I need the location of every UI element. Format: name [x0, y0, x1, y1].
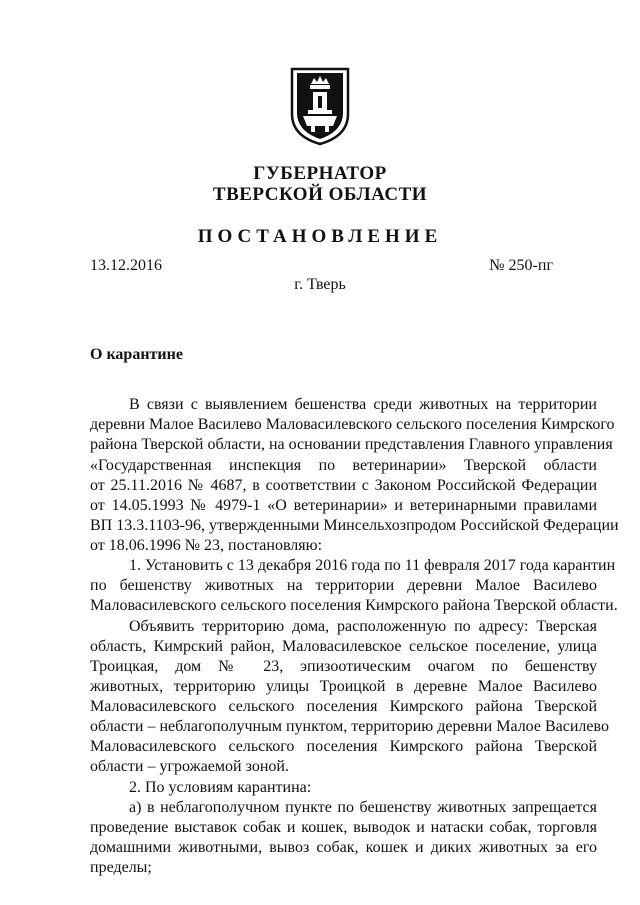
- body-line: 1. Установить с 13 декабря 2016 года по 11 февраля 2017 года карантин: [129, 557, 616, 574]
- body-line: а) в неблагополучном пункте по бешенству животных запрещается: [129, 799, 597, 816]
- body-line: 2. По условиям карантина:: [129, 779, 312, 796]
- body-line: «Государственная инспекция по ветеринарии» Тверской области: [90, 457, 597, 474]
- body-line: от 18.06.1996 № 23, постановляю:: [90, 537, 323, 554]
- body-line: деревни Малое Василево Маловасилевского сельского поселения Кимрского: [90, 416, 615, 433]
- body-line: ВП 13.3.1103-96, утвержденными Минсельхозпродом Российской Федерации: [90, 517, 619, 534]
- body-line: района Тверской области, на основании представления Главного управления: [90, 436, 613, 453]
- body-line: от 25.11.2016 № 4687, в соответствии с Законом Российской Федерации: [90, 477, 597, 494]
- document-date: 13.12.2016: [90, 257, 162, 274]
- coat-of-arms-icon: [289, 66, 351, 146]
- body-line: область, Кимрский район, Маловасилевское сельское поселение, улица: [90, 638, 597, 655]
- body-line: В связи с выявлением бешенства среди животных на территории: [129, 396, 597, 413]
- document-number: № 250-пг: [489, 257, 553, 274]
- body-line: области – неблагополучным пунктом, территорию деревни Малое Василево: [90, 718, 609, 735]
- body-line: по бешенству животных на территории деревни Малое Василево: [90, 577, 597, 594]
- body-line: Объявить территорию дома, расположенную по адресу: Тверская: [129, 618, 597, 635]
- document-type-title: ПОСТАНОВЛЕНИЕ: [197, 226, 443, 247]
- body-line: области – угрожаемой зоной.: [90, 758, 289, 775]
- issuer-title-line1: ГУБЕРНАТОР: [253, 163, 387, 184]
- body-line: домашними животными, вывоз собак, кошек и диких животных за его: [90, 839, 597, 856]
- body-line: Маловасилевского сельского поселения Кимрского района Тверской области.: [90, 597, 618, 614]
- document-city: г. Тверь: [294, 276, 346, 293]
- body-line: проведение выставок собак и кошек, выводок и натаски собак, торговля: [90, 819, 597, 836]
- body-line: Троицкая, дом № 23, эпизоотическим очагом по бешенству: [90, 658, 597, 675]
- issuer-title-line2: ТВЕРСКОЙ ОБЛАСТИ: [212, 184, 428, 205]
- body-line: пределы;: [90, 859, 152, 876]
- body-line: Маловасилевского сельского поселения Кимрского района Тверской: [90, 698, 597, 715]
- document-subject: О карантине: [90, 346, 183, 363]
- body-line: Маловасилевского сельского поселения Кимрского района Тверской: [90, 738, 597, 755]
- body-line: животных, территорию улицы Троицкой в деревне Малое Василево: [90, 678, 597, 695]
- body-line: от 14.05.1993 № 4979-1 «О ветеринарии» и ветеринарными правилами: [90, 497, 597, 514]
